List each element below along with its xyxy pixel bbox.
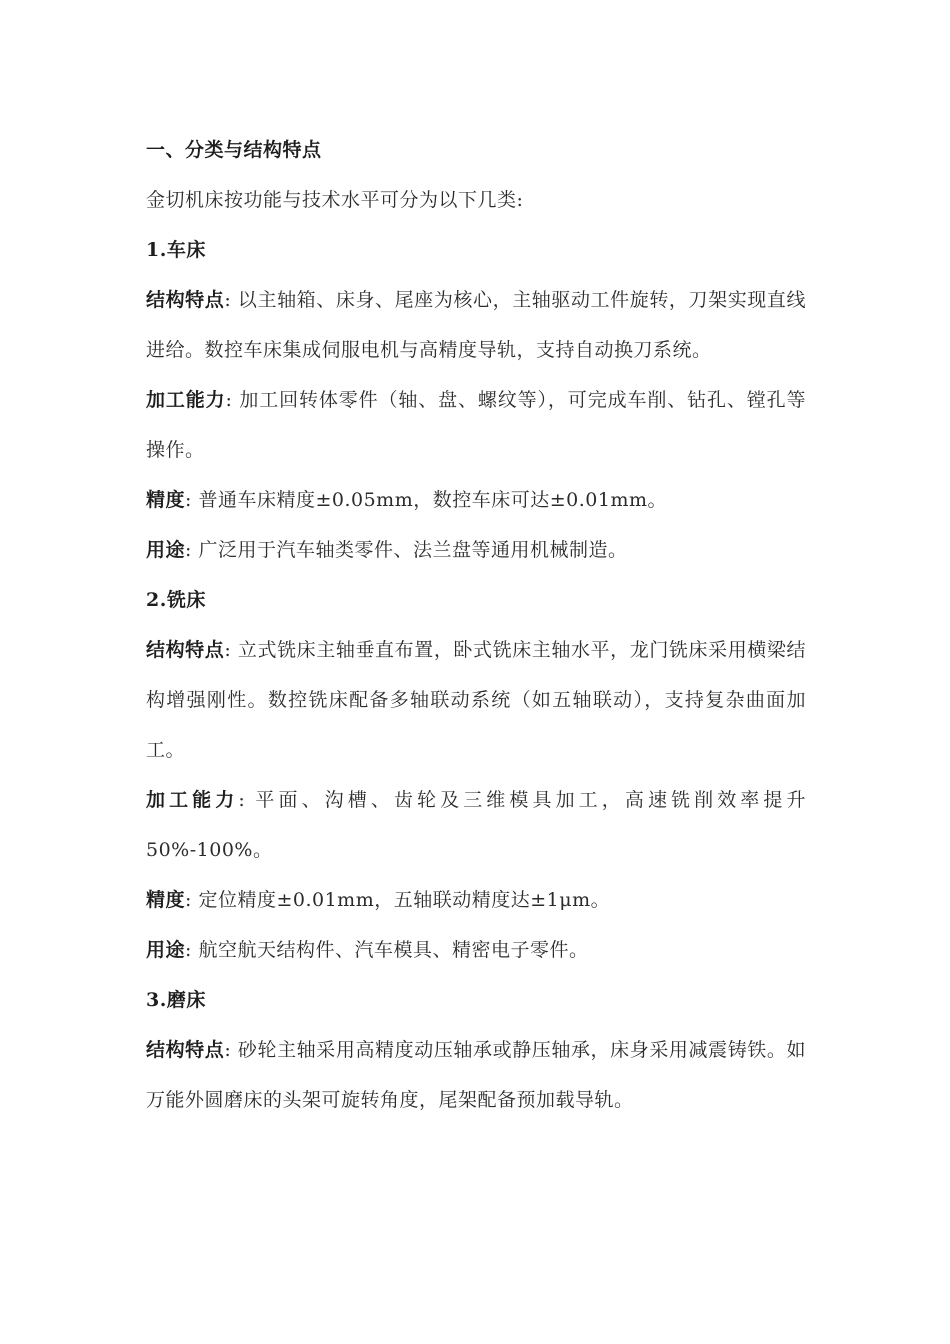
lathe-structure [146,275,806,375]
lathe-precision-text: : 普通车床精度±0.05mm，数控车床可达±0.01mm。 [185,489,667,511]
section-title: 一、分类与结构特点 [146,139,322,161]
lathe-usage-label: 用途 [146,539,186,561]
lathe-capability [146,375,806,475]
milling-precision [146,875,806,925]
milling-heading: 2.铣床 [146,589,206,611]
milling-structure-label: 结构特点 [146,639,225,661]
document-page [146,125,806,1125]
milling-structure-text: : 立式铣床主轴垂直布置，卧式铣床主轴水平，龙门铣床采用横梁结构增强刚性。数控铣床配备多轴联动系统（如五轴联动），支持复杂曲面加工。 [146,639,806,761]
milling-precision-label: 精度 [146,889,186,911]
section-intro: 金切机床按功能与技术水平可分为以下几类: [146,189,524,211]
lathe-capability-label: 加工能力 [146,389,226,411]
grinding-heading: 3.磨床 [146,989,206,1011]
lathe-heading: 1.车床 [146,239,206,261]
lathe-capability-text: : 加工回转体零件（轴、盘、螺纹等），可完成车削、钻孔、镗孔等操作。 [146,389,806,461]
milling-precision-text: : 定位精度±0.01mm，五轴联动精度达±1μm。 [185,889,611,911]
lathe-structure-label: 结构特点 [146,289,225,311]
lathe-structure-text: : 以主轴箱、床身、尾座为核心，主轴驱动工件旋转，刀架实现直线进给。数控车床集成伺服电机与高精度导轨，支持自动换刀系统。 [146,289,806,361]
grinding-structure-label: 结构特点 [146,1039,225,1061]
milling-capability-label: 加工能力 [146,789,239,811]
lathe-precision [146,475,806,525]
milling-usage [146,925,806,975]
lathe-usage-text: : 广泛用于汽车轴类零件、法兰盘等通用机械制造。 [185,539,628,561]
milling-structure [146,625,806,775]
milling-capability-text: : 平面、沟槽、齿轮及三维模具加工，高速铣削效率提升50%-100%。 [146,789,806,861]
lathe-usage [146,525,806,575]
milling-usage-text: : 航空航天结构件、汽车模具、精密电子零件。 [185,939,589,961]
grinding-structure [146,1025,806,1125]
milling-capability [146,775,806,875]
lathe-precision-label: 精度 [146,489,186,511]
milling-usage-label: 用途 [146,939,186,961]
grinding-structure-text: : 砂轮主轴采用高精度动压轴承或静压轴承，床身采用减震铸铁。如万能外圆磨床的头架可旋转角度，尾架配备预加载导轨。 [146,1039,806,1111]
